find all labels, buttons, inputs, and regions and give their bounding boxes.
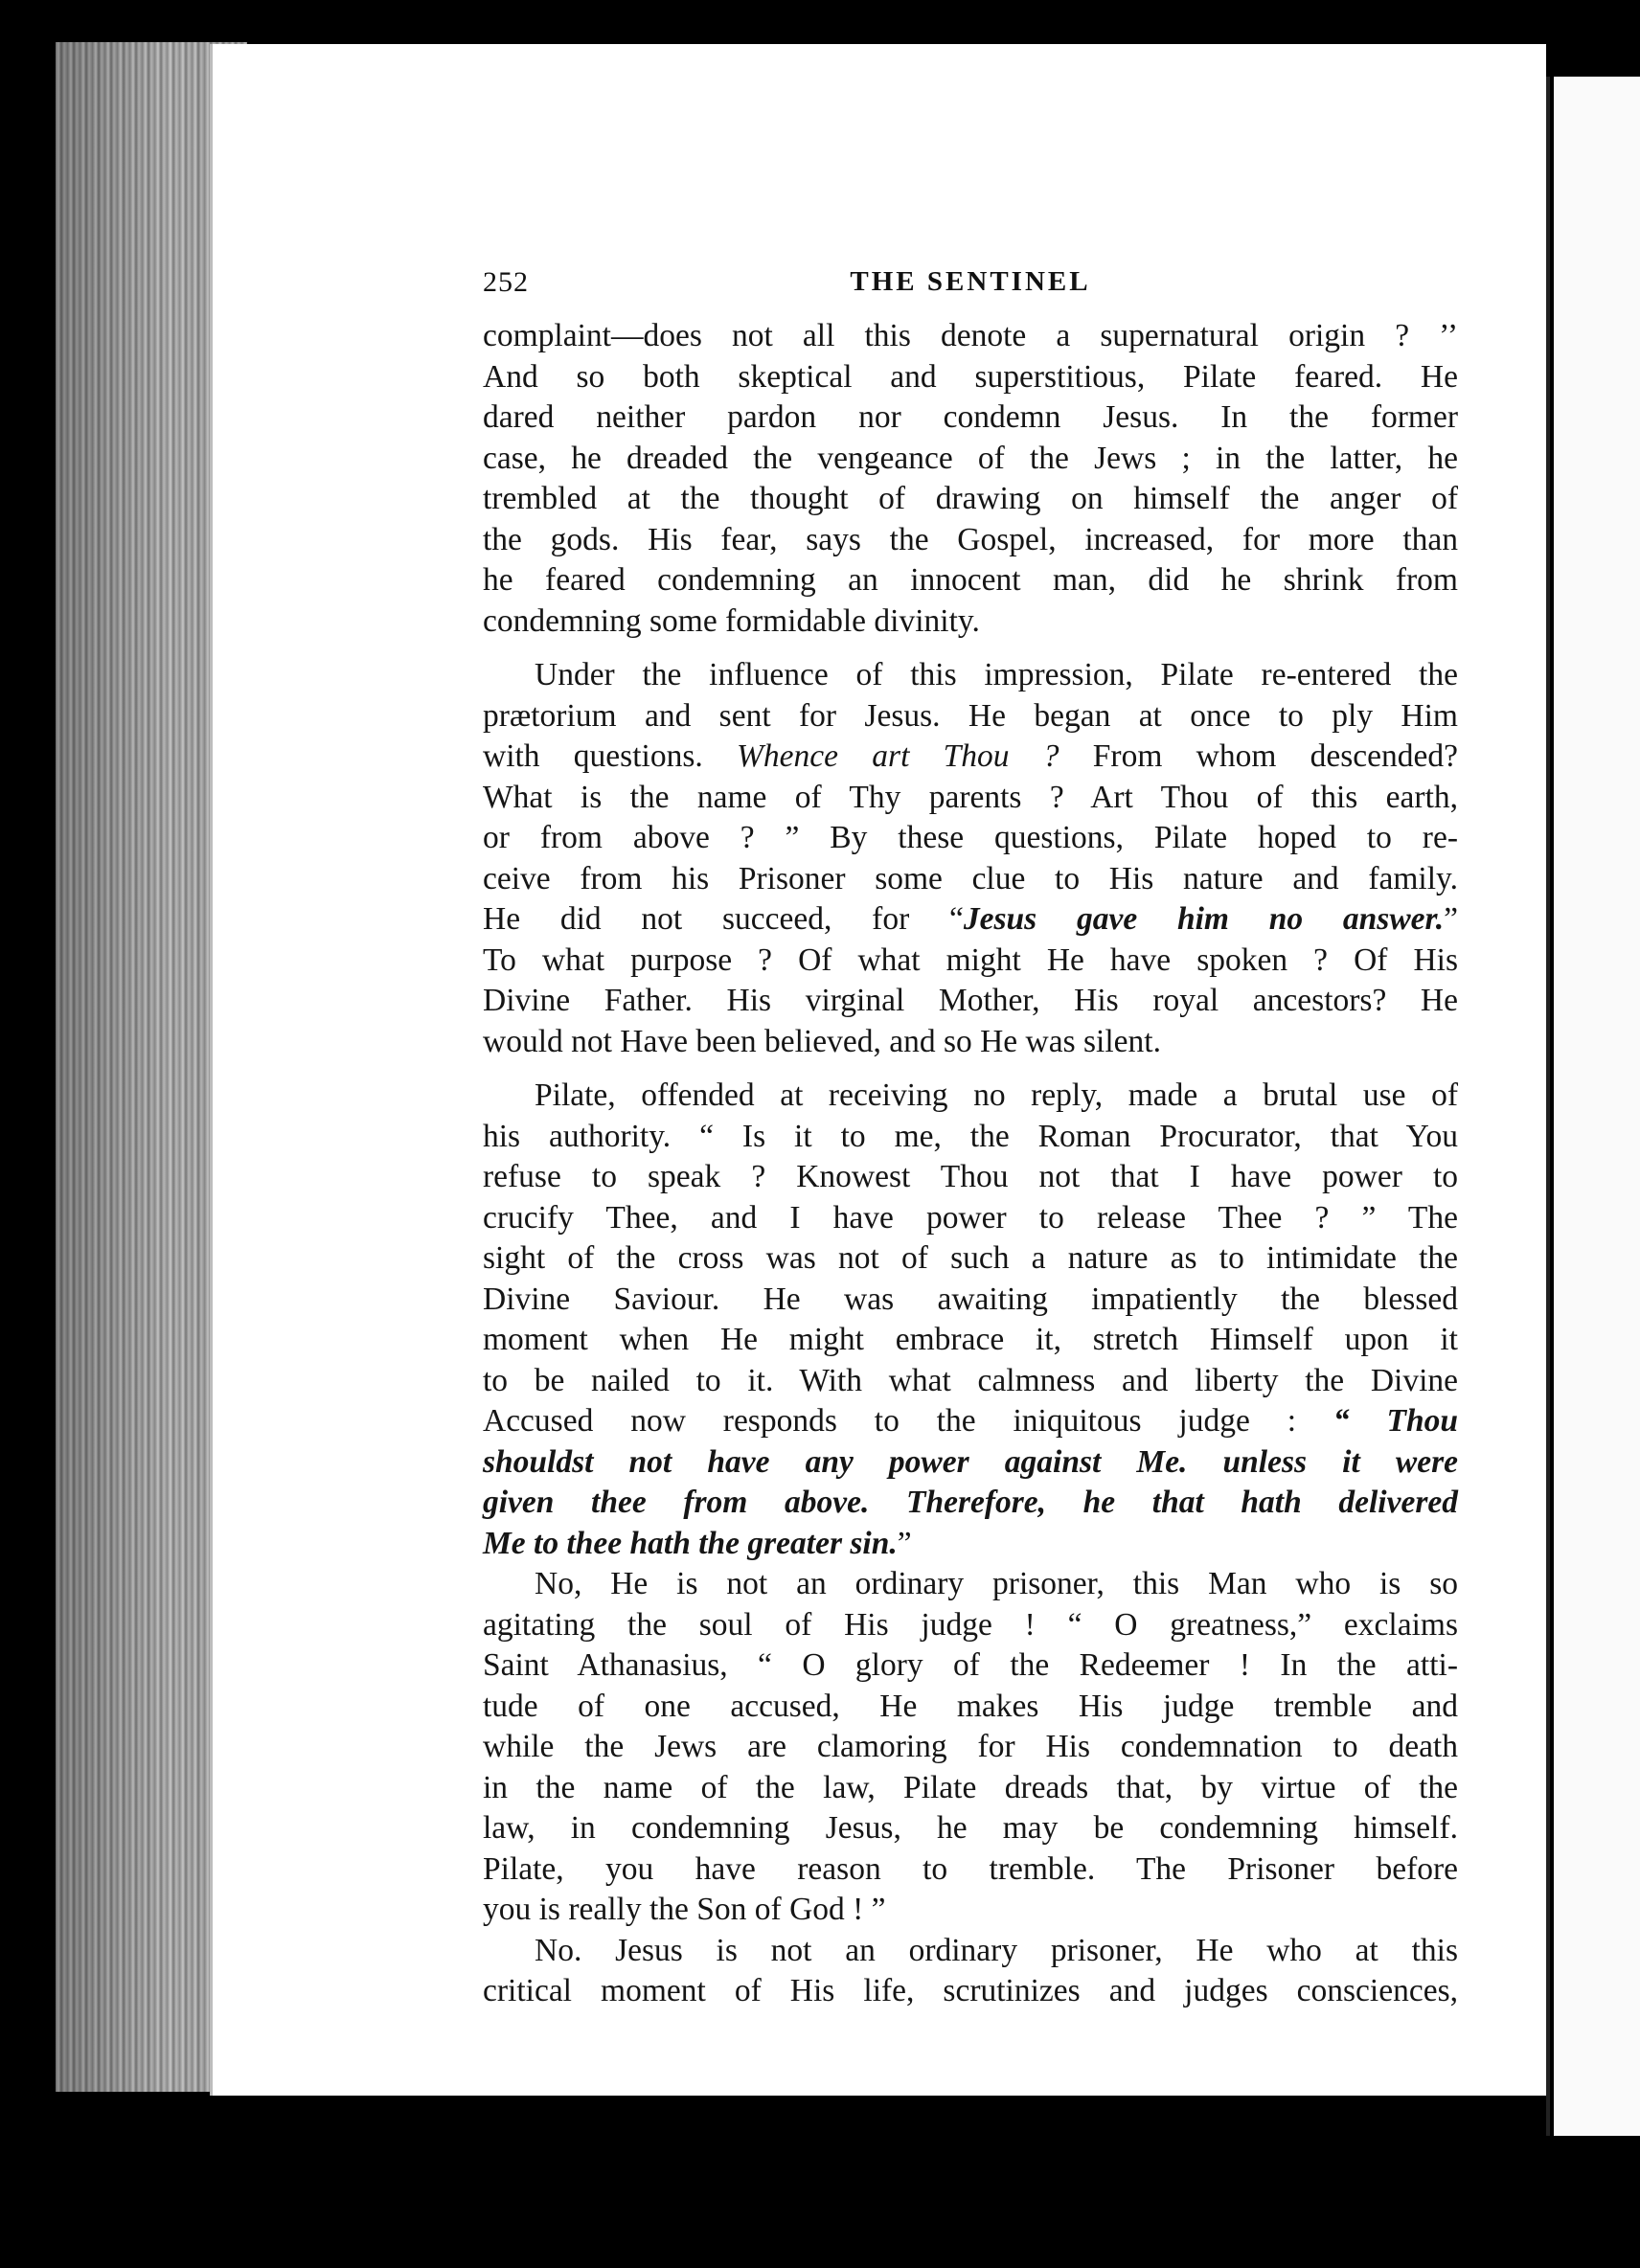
italic-quote: Jesus gave him no answer. — [963, 901, 1445, 937]
text-line: the gods. His fear, says the Gospel, increased, for more than — [483, 521, 1458, 557]
paragraph-5 — [483, 1931, 1458, 2012]
text-line: to be nailed to it. With what calmness and liberty the Divine — [483, 1362, 1458, 1398]
page-number: 252 — [483, 266, 529, 298]
text-line — [483, 737, 1458, 778]
text-line: dared neither pardon nor condemn Jesus. In the former — [483, 399, 1458, 435]
text-line: would not Have been believed, and so He was silent. — [483, 1023, 1161, 1059]
text-run: ” — [1444, 901, 1458, 937]
text-line: you is really the Son of God ! ” — [483, 1892, 886, 1927]
text-line: trembled at the thought of drawing on himself the anger of — [483, 481, 1458, 516]
text-line: or from above ? ” By these questions, Pilate hoped to re- — [483, 820, 1458, 855]
facing-page-edge — [1554, 77, 1640, 2136]
text-run: ” — [897, 1525, 912, 1561]
text-line: agitating the soul of His judge ! “ O greatness,” exclaims — [483, 1606, 1458, 1643]
text-line: case, he dreaded the vengeance of the Jews ; in the latter, he — [483, 440, 1458, 476]
page-body — [483, 316, 1458, 2012]
text-line: complaint—does not all this denote a supernatural origin ? ’’ — [483, 318, 1458, 353]
text-line — [483, 899, 1458, 941]
paragraph-4 — [483, 1564, 1458, 1931]
text-line: Under the influence of this impression, Pilate re-entered the — [535, 657, 1458, 692]
text-line: Pilate, you have reason to tremble. The Prisoner before — [483, 1850, 1458, 1887]
italic-quote-line: given thee from above. Therefore, he that hath delivered — [483, 1485, 1458, 1520]
text-line: crucify Thee, and I have power to release Thee ? ” The — [483, 1199, 1458, 1236]
italic-quote-line: shouldst not have any power against Me. unless it were — [483, 1443, 1458, 1480]
text-run: with questions. — [483, 738, 703, 774]
text-line: while the Jews are clamoring for His condemnation to death — [483, 1729, 1458, 1764]
text-line: his authority. “ Is it to me, the Roman Procurator, that You — [483, 1118, 1458, 1154]
text-line: And so both skeptical and superstitious, Pilate feared. He — [483, 358, 1458, 395]
text-line: condemning some formidable divinity. — [483, 602, 980, 639]
page-header — [483, 266, 1458, 305]
text-line: To what purpose ? Of what might He have spoken ? Of His — [483, 941, 1458, 978]
text-run: He did not succeed, for “ — [483, 901, 964, 937]
text-line: Saint Athanasius, “ O glory of the Redeemer ! In the atti- — [483, 1647, 1458, 1683]
book-gutter — [1546, 77, 1550, 2136]
text-line: Divine Saviour. He was awaiting impatiently the blessed — [483, 1281, 1458, 1317]
italic-quote: Whence art Thou ? — [737, 738, 1059, 774]
text-line: ceive from his Prisoner some clue to His nature and family. — [483, 860, 1458, 896]
paragraph-2 — [483, 655, 1458, 1062]
text-line: in the name of the law, Pilate dreads that, by virtue of the — [483, 1769, 1458, 1805]
text-line: refuse to speak ? Knowest Thou not that I have power to — [483, 1159, 1458, 1194]
paragraph-1 — [483, 316, 1458, 642]
text-line: sight of the cross was not of such a nature as to intimidate the — [483, 1240, 1458, 1276]
text-line: he feared condemning an innocent man, did he shrink from — [483, 562, 1458, 598]
text-line: tude of one accused, He makes His judge tremble and — [483, 1688, 1458, 1724]
text-line: What is the name of Thy parents ? Art Thou of this earth, — [483, 779, 1458, 815]
italic-quote: Me to thee hath the greater sin. — [483, 1525, 898, 1561]
text-run: From whom descended? — [1092, 738, 1459, 774]
text-line: Divine Father. His virginal Mother, His royal ancestors? He — [483, 983, 1458, 1018]
text-line: moment when He might embrace it, stretch Himself upon it — [483, 1322, 1458, 1357]
text-line: law, in condemning Jesus, he may be condemning himself. — [483, 1810, 1458, 1846]
text-line — [483, 1401, 1458, 1442]
running-title: THE SENTINEL — [850, 266, 1091, 297]
italic-quote: “ Thou — [1332, 1403, 1458, 1439]
paragraph-3 — [483, 1076, 1458, 1564]
text-line: No, He is not an ordinary prisoner, this Man who is so — [535, 1566, 1458, 1601]
text-run: Accused now responds to the iniquitous judge : — [483, 1403, 1296, 1439]
text-line: prætorium and sent for Jesus. He began at once to ply Him — [483, 697, 1458, 734]
text-line: No. Jesus is not an ordinary prisoner, He who at this — [535, 1932, 1458, 1968]
text-line: Pilate, offended at receiving no reply, made a brutal use of — [535, 1077, 1458, 1113]
text-line: critical moment of His life, scrutinizes and judges consciences, — [483, 1973, 1458, 2008]
text-line — [483, 1524, 1458, 1565]
